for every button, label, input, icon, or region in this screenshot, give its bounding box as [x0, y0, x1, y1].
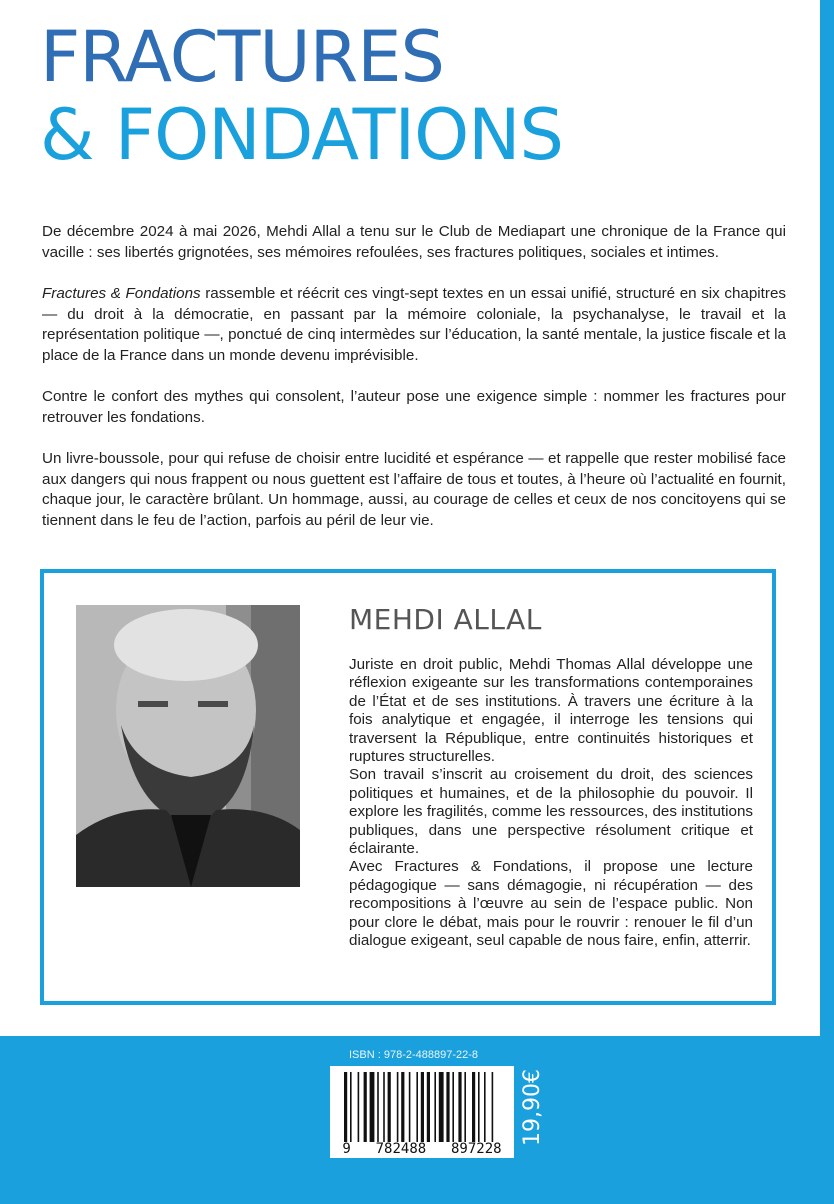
- isbn-text: ISBN : 978-2-488897-22-8: [349, 1049, 479, 1061]
- barcode-digit-group: 782488: [375, 1141, 427, 1157]
- title-line-2: & FONDATIONS: [40, 94, 563, 176]
- summary-book-title: Fractures & Fondations: [42, 285, 201, 302]
- barcode-bar: [344, 1072, 347, 1142]
- barcode-bar: [484, 1072, 486, 1142]
- summary-paragraph-4: Un livre-boussole, pour qui refuse de choisir entre lucidité et espérance — et rappelle que rester mobilisé face aux dangers qui nous frappent ou nous guettent est l’affaire de tous et toutes, à l’heure où l’actualité en fournit, chaque jour, le caractère brûlant. Un hommage, aussi, au courage de celles et ceux de nos concitoyens qui se tiennent dans le feu de l’action, parfois au péril de leur vie.: [42, 450, 786, 529]
- barcode-bar: [370, 1072, 375, 1142]
- author-photo: [76, 605, 300, 887]
- bio-paragraph-1: Juriste en droit public, Mehdi Thomas Allal développe une réflexion exigeante sur les transformations contemporaines de l’État et de ses institutions. À travers une écriture à la fois analytique et engagée, il interroge les tensions qui traversent la République, entre continuités historiques et ruptures structurelles.: [349, 656, 753, 766]
- barcode-bar: [364, 1072, 367, 1142]
- barcode-bar: [383, 1072, 385, 1142]
- barcode-bar: [409, 1072, 411, 1142]
- author-box: [40, 569, 776, 1005]
- barcode-bar: [358, 1072, 360, 1142]
- price: 19,90€: [520, 1069, 545, 1146]
- barcode-bar: [439, 1072, 444, 1142]
- barcode-bar: [434, 1072, 436, 1142]
- barcode-bar: [492, 1072, 494, 1142]
- barcode-bars: [330, 1066, 514, 1142]
- summary-paragraph-2: [42, 284, 786, 366]
- summary-paragraph-3: Contre le confort des mythes qui consolent, l’auteur pose une exigence simple : nommer les fractures pour retrouver les fondations.: [42, 388, 786, 426]
- barcode-bar: [472, 1072, 475, 1142]
- bio-paragraph-3: Avec Fractures & Fondations, il propose une lecture pédagogique — sans démagogie, ni récupération — des recompositions à l’œuvre au sein de l’espace public. Non pour clore le débat, mais pour le rouvrir : renouer le fil d’un dialogue exigeant, seul capable de nous faire, enfin, atterrir.: [349, 858, 753, 950]
- barcode-bar: [446, 1072, 449, 1142]
- barcode-bar: [350, 1072, 352, 1142]
- barcode-bar: [478, 1072, 480, 1142]
- barcode-bar: [452, 1072, 454, 1142]
- title-line-1: FRACTURES: [40, 16, 444, 98]
- barcode-bar: [416, 1072, 418, 1142]
- right-accent-stripe: [820, 0, 834, 1036]
- barcode-digit-group: 897228: [451, 1141, 502, 1157]
- summary-paragraph-1: De décembre 2024 à mai 2026, Mehdi Allal a tenu sur le Club de Mediapart une chronique de la France qui vacille : ses libertés grignotées, ses mémoires refoulées, ses fractures politiques, sociales et intimes.: [42, 223, 786, 261]
- barcode-bar: [388, 1072, 391, 1142]
- barcode-digits: [330, 1141, 514, 1157]
- summary-paragraph-2-text: rassemble et réécrit ces vingt-sept textes en un essai unifié, structuré en six chapitres — du droit à la démocratie, en passant par la mémoire coloniale, la psychanalyse, le travail et la représentation politique —, ponctué de cinq intermèdes sur l’éducation, la santé mentale, la justice fiscale et la place de la France dans un monde devenu imprévisible.: [42, 285, 787, 364]
- barcode-bar: [377, 1072, 379, 1142]
- author-name: MEHDI ALLAL: [349, 603, 542, 636]
- barcode-digit-group: 9: [342, 1141, 351, 1157]
- book-summary: [42, 222, 786, 552]
- barcode-bar: [427, 1072, 430, 1142]
- barcode-bar: [464, 1072, 466, 1142]
- barcode: [330, 1066, 514, 1158]
- author-bio: [349, 656, 753, 951]
- barcode-bar: [401, 1072, 404, 1142]
- book-title: [40, 18, 563, 174]
- bio-paragraph-2: Son travail s’inscrit au croisement du droit, des sciences politiques et humaines, et de la philosophie du pouvoir. Il explore les fragilités, comme les ressources, des institutions publiques, dans une perspective résolument critique et éclairante.: [349, 766, 753, 858]
- barcode-bar: [458, 1072, 461, 1142]
- barcode-bar: [421, 1072, 424, 1142]
- barcode-bar: [397, 1072, 399, 1142]
